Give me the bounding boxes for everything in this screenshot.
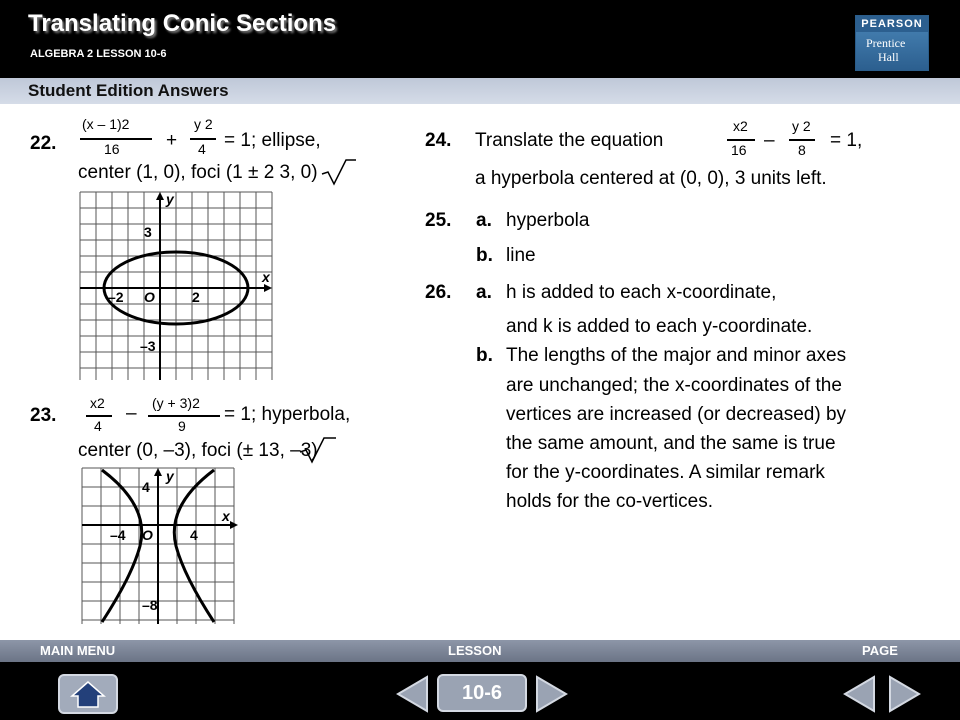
p22-graph-origin: O: [144, 289, 155, 305]
problem-23-number: 23.: [30, 405, 57, 426]
p22-graph-label-neg3: –3: [140, 338, 156, 354]
p23-center-foci: center (0, –3), foci (± 13, –3): [78, 440, 318, 461]
p23-graph-label-neg8: –8: [142, 597, 158, 613]
p24-intro-text: Translate the equation: [475, 130, 664, 151]
p22-center-foci: center (1, 0), foci (1 ± 2 3, 0): [78, 162, 318, 183]
p22-frac1-numerator: (x – 1)2: [82, 116, 130, 132]
p26-a-line1: h is added to each x-coordinate,: [506, 282, 777, 303]
main-menu-label: MAIN MENU: [40, 643, 116, 658]
lesson-label: LESSON: [448, 643, 502, 658]
p24-frac2-denominator: 8: [798, 142, 806, 158]
p22-graph-y-label: y: [166, 191, 174, 207]
p22-frac1-denominator: 16: [104, 141, 120, 157]
logo-prentice-text: Prentice: [866, 36, 906, 50]
p22-graph-label-neg2: –2: [108, 289, 124, 305]
home-button[interactable]: [58, 674, 118, 714]
p22-graph-x-label: x: [262, 269, 270, 285]
p23-frac2-denominator: 9: [178, 418, 186, 434]
p23-frac1-denominator: 4: [94, 418, 102, 434]
p23-frac2-bar: [148, 415, 220, 417]
p23-graph-label-4: 4: [142, 479, 150, 495]
section-title: Student Edition Answers: [28, 81, 229, 100]
p26-b-label: b.: [476, 345, 493, 366]
p26-a-line2: and k is added to each y-coordinate.: [506, 316, 813, 337]
p24-minus: –: [764, 130, 775, 151]
pearson-logo: [855, 15, 929, 71]
p22-graph-label-3: 3: [144, 224, 152, 240]
p22-plus: +: [166, 130, 178, 151]
p22-frac2-bar: [190, 138, 216, 140]
page-title: Translating Conic Sections: [28, 10, 337, 37]
section-bar: [0, 78, 960, 104]
p25-b-answer: line: [506, 245, 536, 266]
lesson-next-button[interactable]: [535, 674, 569, 714]
p26-b-line: vertices are increased (or decreased) by: [506, 404, 847, 425]
page-next-button[interactable]: [888, 674, 922, 714]
p26-a-label: a.: [476, 282, 492, 303]
p24-frac2-bar: [789, 139, 815, 141]
footer-label-bar: [0, 640, 960, 662]
arrow-left-icon: [398, 677, 427, 711]
p23-frac1-bar: [86, 415, 112, 417]
page-label: PAGE: [862, 643, 898, 658]
p26-b-line: holds for the co-vertices.: [506, 491, 713, 512]
page-prev-button[interactable]: [842, 674, 876, 714]
problem-25-number: 25.: [425, 210, 452, 231]
logo-pearson-text: PEARSON: [856, 16, 928, 32]
p26-b-line: are unchanged; the x-coordinates of the: [506, 375, 842, 396]
p24-equation-result: = 1,: [830, 130, 863, 151]
p22-radical-sign: [320, 158, 358, 186]
p23-frac1-numerator: x2: [90, 395, 105, 411]
p26-b-line: for the y-coordinates. A similar remark: [506, 462, 825, 483]
p23-graph-label-neg4: –4: [110, 527, 126, 543]
p24-frac1-denominator: 16: [731, 142, 747, 158]
p24-frac1-bar: [727, 139, 755, 141]
p25-a-label: a.: [476, 210, 492, 231]
arrow-left-icon: [845, 677, 874, 711]
lesson-prev-button[interactable]: [395, 674, 429, 714]
p22-equation-result: = 1; ellipse,: [224, 130, 321, 151]
p23-radical-sign: [298, 436, 338, 464]
p23-hyperbola-right-branch: [174, 470, 214, 622]
problem-26-number: 26.: [425, 282, 452, 303]
p26-b-line: The lengths of the major and minor axes: [506, 345, 847, 366]
p22-graph-label-2: 2: [192, 289, 200, 305]
arrow-right-icon: [537, 677, 566, 711]
p23-hyperbola-graph: [80, 466, 240, 628]
p25-a-answer: hyperbola: [506, 210, 590, 231]
logo-hall-text: Hall: [878, 50, 899, 64]
p23-graph-label-4b: 4: [190, 527, 198, 543]
p22-frac2-numerator: y 2: [194, 116, 213, 132]
p24-frac2-numerator: y 2: [792, 118, 811, 134]
problem-22-number: 22.: [30, 133, 57, 154]
p23-minus: –: [126, 403, 137, 424]
p25-b-label: b.: [476, 245, 493, 266]
p23-graph-y-label: y: [166, 468, 174, 484]
p23-hyperbola-left-branch: [102, 470, 142, 622]
arrow-right-icon: [890, 677, 919, 711]
problem-24-number: 24.: [425, 130, 452, 151]
lesson-subtitle: ALGEBRA 2 LESSON 10-6: [30, 48, 167, 60]
p23-graph-origin: O: [142, 527, 153, 543]
p23-equation-result: = 1; hyperbola,: [224, 404, 351, 425]
p23-frac2-numerator: (y + 3)2: [152, 395, 200, 411]
p22-frac1-bar: [80, 138, 152, 140]
p26-b-line: the same amount, and the same is true: [506, 433, 836, 454]
p24-line2: a hyperbola centered at (0, 0), 3 units left.: [475, 168, 827, 189]
p24-frac1-numerator: x2: [733, 118, 748, 134]
lesson-number: 10-6: [461, 682, 503, 704]
p23-graph-x-label: x: [222, 508, 230, 524]
p22-frac2-denominator: 4: [198, 141, 206, 157]
p22-ellipse-graph: [78, 190, 276, 382]
header-bar: [0, 0, 960, 78]
footer-nav: [0, 640, 960, 720]
lesson-number-button[interactable]: [437, 674, 527, 712]
